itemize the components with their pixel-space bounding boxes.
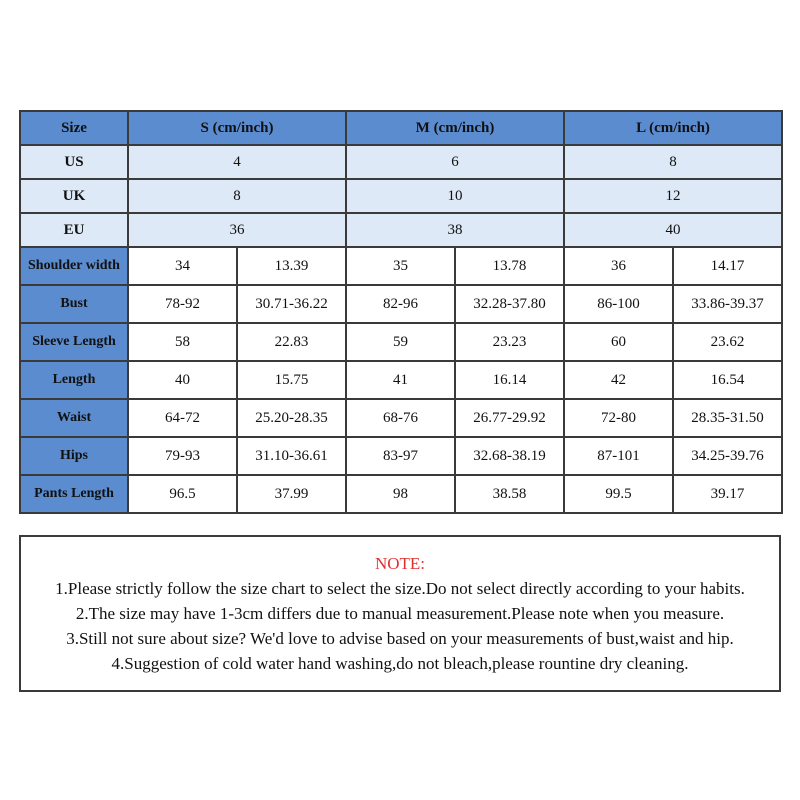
table-cell: 33.86-39.37 bbox=[673, 285, 782, 323]
table-row bbox=[20, 213, 782, 247]
table-cell: 13.78 bbox=[455, 247, 564, 285]
us-s: 4 bbox=[128, 145, 346, 179]
table-cell: 34.25-39.76 bbox=[673, 437, 782, 475]
table-cell: 36 bbox=[564, 247, 673, 285]
size-m-header: M (cm/inch) bbox=[346, 111, 564, 145]
table-cell: 16.54 bbox=[673, 361, 782, 399]
row-label-bust: Bust bbox=[20, 285, 128, 323]
table-cell: 25.20-28.35 bbox=[237, 399, 346, 437]
row-label-shoulder-width: Shoulder width bbox=[20, 247, 128, 285]
table-cell: 23.62 bbox=[673, 323, 782, 361]
table-row bbox=[20, 437, 782, 475]
table-row bbox=[20, 179, 782, 213]
table-cell: 96.5 bbox=[128, 475, 237, 513]
table-cell: 23.23 bbox=[455, 323, 564, 361]
row-label-us: US bbox=[20, 145, 128, 179]
note-box bbox=[19, 535, 781, 692]
note-line-1: 1.Please strictly follow the size chart to select the size.Do not select directly according to your habits. bbox=[55, 579, 745, 598]
table-row bbox=[20, 285, 782, 323]
table-cell: 26.77-29.92 bbox=[455, 399, 564, 437]
table-row bbox=[20, 323, 782, 361]
table-row bbox=[20, 361, 782, 399]
table-cell: 37.99 bbox=[237, 475, 346, 513]
table-row bbox=[20, 145, 782, 179]
table-row bbox=[20, 399, 782, 437]
table-cell: 79-93 bbox=[128, 437, 237, 475]
table-cell: 83-97 bbox=[346, 437, 455, 475]
table-cell: 58 bbox=[128, 323, 237, 361]
table-cell: 13.39 bbox=[237, 247, 346, 285]
table-cell: 30.71-36.22 bbox=[237, 285, 346, 323]
table-row bbox=[20, 247, 782, 285]
row-label-length: Length bbox=[20, 361, 128, 399]
table-cell: 41 bbox=[346, 361, 455, 399]
row-label-waist: Waist bbox=[20, 399, 128, 437]
row-label-pants-length: Pants Length bbox=[20, 475, 128, 513]
table-cell: 32.28-37.80 bbox=[455, 285, 564, 323]
size-table bbox=[19, 110, 783, 514]
table-cell: 78-92 bbox=[128, 285, 237, 323]
eu-l: 40 bbox=[564, 213, 782, 247]
table-cell: 40 bbox=[128, 361, 237, 399]
table-cell: 28.35-31.50 bbox=[673, 399, 782, 437]
table-cell: 15.75 bbox=[237, 361, 346, 399]
row-label-hips: Hips bbox=[20, 437, 128, 475]
table-cell: 16.14 bbox=[455, 361, 564, 399]
uk-s: 8 bbox=[128, 179, 346, 213]
table-cell: 86-100 bbox=[564, 285, 673, 323]
table-cell: 22.83 bbox=[237, 323, 346, 361]
eu-s: 36 bbox=[128, 213, 346, 247]
table-cell: 35 bbox=[346, 247, 455, 285]
note-title: NOTE: bbox=[374, 554, 426, 573]
note-line-4: 4.Suggestion of cold water hand washing,do not bleach,please rountine dry cleaning. bbox=[111, 654, 689, 673]
table-cell: 38.58 bbox=[455, 475, 564, 513]
us-m: 6 bbox=[346, 145, 564, 179]
row-label-eu: EU bbox=[20, 213, 128, 247]
table-cell: 14.17 bbox=[673, 247, 782, 285]
table-row bbox=[20, 475, 782, 513]
us-l: 8 bbox=[564, 145, 782, 179]
note-line-2: 2.The size may have 1-3cm differs due to manual measurement.Please note when you measure. bbox=[75, 604, 725, 623]
size-header-label: Size bbox=[20, 111, 128, 145]
table-cell: 72-80 bbox=[564, 399, 673, 437]
size-s-header: S (cm/inch) bbox=[128, 111, 346, 145]
size-l-header: L (cm/inch) bbox=[564, 111, 782, 145]
table-cell: 32.68-38.19 bbox=[455, 437, 564, 475]
uk-m: 10 bbox=[346, 179, 564, 213]
size-chart bbox=[19, 110, 781, 514]
table-cell: 82-96 bbox=[346, 285, 455, 323]
table-cell: 34 bbox=[128, 247, 237, 285]
table-cell: 68-76 bbox=[346, 399, 455, 437]
table-cell: 42 bbox=[564, 361, 673, 399]
table-cell: 31.10-36.61 bbox=[237, 437, 346, 475]
eu-m: 38 bbox=[346, 213, 564, 247]
row-label-sleeve-length: Sleeve Length bbox=[20, 323, 128, 361]
header-row bbox=[20, 111, 782, 145]
table-cell: 39.17 bbox=[673, 475, 782, 513]
note-line-3: 3.Still not sure about size? We'd love to advise based on your measurements of bust,waist and hip. bbox=[66, 629, 734, 648]
uk-l: 12 bbox=[564, 179, 782, 213]
row-label-uk: UK bbox=[20, 179, 128, 213]
table-cell: 98 bbox=[346, 475, 455, 513]
table-cell: 59 bbox=[346, 323, 455, 361]
table-cell: 64-72 bbox=[128, 399, 237, 437]
table-cell: 87-101 bbox=[564, 437, 673, 475]
table-cell: 60 bbox=[564, 323, 673, 361]
table-cell: 99.5 bbox=[564, 475, 673, 513]
